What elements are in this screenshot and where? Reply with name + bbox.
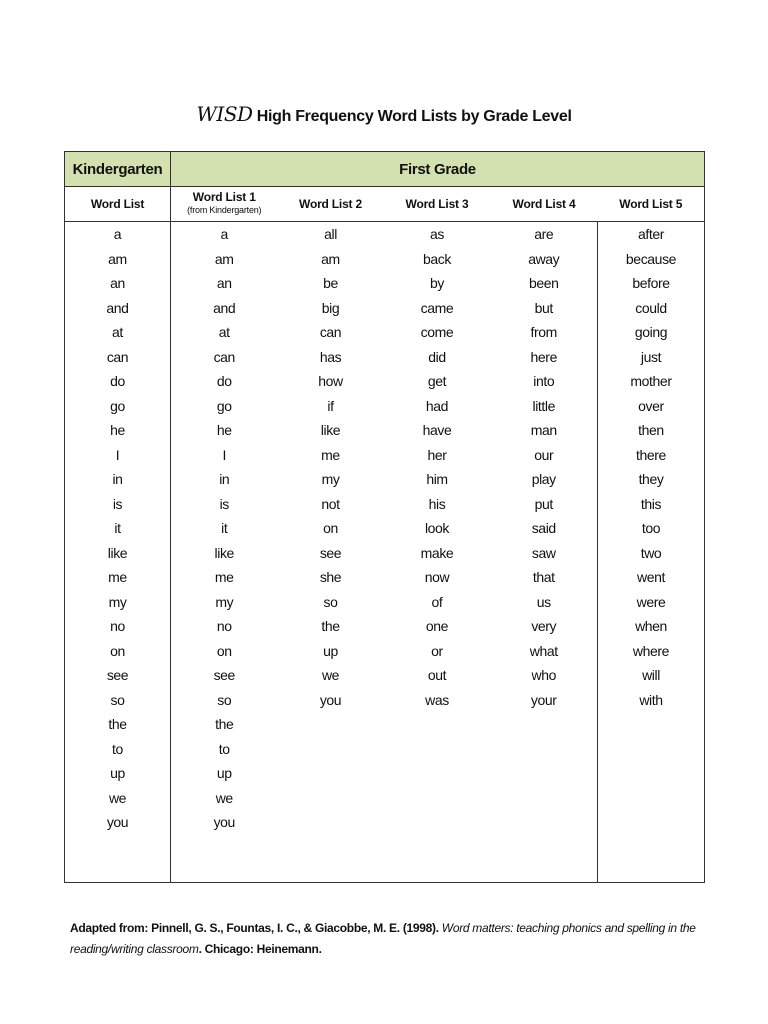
word-item: we [108,789,127,806]
word-column [598,222,704,712]
word-item: just [640,348,662,365]
list-header-label: Word List [90,196,145,211]
word-item: by [430,275,444,291]
word-item: you [213,814,235,830]
word-item: so [110,691,125,708]
word-item: when [635,618,667,634]
word-item: he [110,422,125,438]
citation [70,918,710,960]
list-header-sub: (from Kindergarten) [187,205,262,215]
first-grade-header: First Grade [171,152,705,187]
word-item: because [625,250,677,267]
word-list-5-header [598,187,705,222]
word-item: the [108,716,127,732]
word-item: on [323,520,338,536]
word-item: have [422,422,452,438]
word-item: with [639,691,663,708]
word-item: the [215,716,234,732]
word-item: an [216,275,232,291]
word-item: I [115,446,120,463]
citation-prefix: Adapted from: Pinnell, G. S., Fountas, I. C., & Giacobbe, M. E. (1998). [70,921,442,935]
word-list-4-header [491,187,598,222]
word-list-2-header [278,187,384,222]
word-item: what [529,642,558,659]
word-item: two [640,544,662,561]
word-item: they [638,471,664,487]
word-item: his [428,495,446,512]
word-item: make [420,544,454,561]
word-item: into [533,373,555,389]
word-item: my [215,593,234,610]
word-item: here [530,348,557,365]
word-item: go [110,397,125,414]
word-item: no [216,618,232,634]
word-item: in [219,471,230,487]
page-title [0,102,768,126]
word-item: me [321,446,340,463]
word-item: put [534,495,553,512]
word-item: is [112,495,123,512]
word-item: are [534,226,554,242]
word-item: my [321,471,340,487]
word-item: it [114,520,121,536]
word-item: saw [531,544,556,561]
word-item: get [427,373,447,389]
word-item: up [110,765,125,781]
word-item: going [634,324,668,340]
word-item: him [426,471,448,487]
word-item: like [107,544,128,561]
word-item: there [636,446,666,463]
word-item: out [427,667,447,683]
word-item: one [425,618,449,634]
word-column [491,222,598,712]
word-item: up [323,642,338,659]
word-item: to [112,740,123,757]
word-item: it [221,520,228,536]
word-item: play [531,471,556,487]
word-item: us [536,593,551,610]
list-header-label: Word List 2 [299,196,362,211]
word-item: mother [630,373,672,389]
grade-header-row [65,152,705,187]
word-item: of [431,593,443,610]
word-item: that [532,569,555,585]
word-item: do [110,373,125,389]
word-item: not [321,495,340,512]
word-item: she [319,569,342,585]
word-item: man [530,422,557,438]
kindergarten-header: Kindergarten [65,152,171,187]
word-item: big [321,299,340,316]
word-item: away [528,250,560,267]
word-item: can [319,324,342,340]
word-item: were [636,593,666,610]
word-item: so [217,691,232,708]
word-column [384,222,491,712]
word-item: do [216,373,232,389]
word-item: we [321,667,340,683]
word-item: your [530,691,557,708]
word-item: go [216,397,232,414]
word-column [278,222,384,712]
word-item: me [108,569,127,585]
word-item: been [528,275,559,291]
list-header-label: Word List 3 [405,196,469,211]
word-item: look [424,520,450,536]
word-item: too [641,520,661,536]
word-item: a [220,226,228,242]
citation-suffix: . Chicago: Heinemann. [198,942,322,956]
title-brand: WISD [196,102,253,126]
word-item: at [218,324,230,340]
word-item: my [108,593,127,610]
word-item: said [531,520,556,536]
word-list-3-header [384,187,491,222]
word-item: how [318,373,343,389]
word-item: no [110,618,125,634]
word-item: who [531,667,556,683]
word-item: then [638,422,664,438]
word-item: in [112,471,123,487]
word-item: over [638,397,664,414]
word-item: see [106,667,129,683]
word-item: little [532,397,555,414]
word-item: has [319,348,342,365]
word-item: see [213,667,235,683]
word-item: I [222,446,226,463]
word-item: could [635,299,667,316]
citation-work: Word matters: teaching phonics and spelling in the reading/writing classroom [70,921,696,956]
word-item: very [531,618,557,634]
word-item: he [216,422,232,438]
word-item: so [323,593,338,610]
word-item: if [327,397,334,414]
word-list-1-header [171,187,278,222]
word-item: is [219,495,229,512]
word-column [171,222,278,835]
word-item: am [214,250,234,267]
word-item: can [213,348,235,365]
word-item: after [637,226,664,242]
word-item: will [642,667,660,683]
list-header-label: Word List 1 [192,190,256,204]
word-item: or [431,642,443,659]
word-item: can [106,348,129,365]
word-item: we [215,789,233,806]
title-text: High Frequency Word Lists by Grade Level [256,108,572,125]
word-item: and [106,299,129,316]
word-item: be [323,275,338,291]
list-header-row [65,187,705,222]
word-item: a [113,226,122,242]
word-item: but [534,299,553,316]
word-list-5-cell [598,222,705,883]
word-item: where [632,642,670,659]
word-item: am [321,250,340,267]
word-list-3-cell [384,222,491,883]
word-item: now [424,569,450,585]
words-row [65,222,705,883]
kindergarten-list-header [65,187,171,222]
word-item: like [320,422,341,438]
word-item: to [218,740,230,757]
word-list-table [64,151,705,883]
word-item: on [216,642,232,659]
list-header-label: Word List 5 [619,196,683,211]
word-list-4-cell [491,222,598,883]
word-item: and [213,299,236,316]
word-item: all [324,226,337,242]
word-item: you [319,691,342,708]
word-item: our [534,446,554,463]
word-item: on [110,642,125,659]
word-item: before [632,275,670,291]
word-item: was [425,691,449,708]
word-item: came [420,299,454,316]
word-item: up [216,765,232,781]
word-item: went [637,569,665,585]
word-item: had [425,397,449,414]
word-item: did [428,348,446,365]
word-item: me [214,569,234,585]
word-item: see [319,544,342,561]
word-item: back [423,250,451,267]
word-item: the [321,618,340,634]
word-item: at [112,324,123,340]
word-item: this [640,495,662,512]
list-header-label: Word List 4 [512,196,576,211]
word-item: an [110,275,125,291]
word-item: you [106,814,129,830]
word-item: her [427,446,447,463]
word-item: come [420,324,454,340]
word-item: am [108,250,127,267]
word-item: as [430,226,444,242]
kindergarten-words-cell [65,222,171,883]
word-list-1-cell [171,222,278,883]
word-item: like [214,544,234,561]
word-column [65,222,170,835]
word-list-2-cell [278,222,384,883]
word-item: from [530,324,557,340]
